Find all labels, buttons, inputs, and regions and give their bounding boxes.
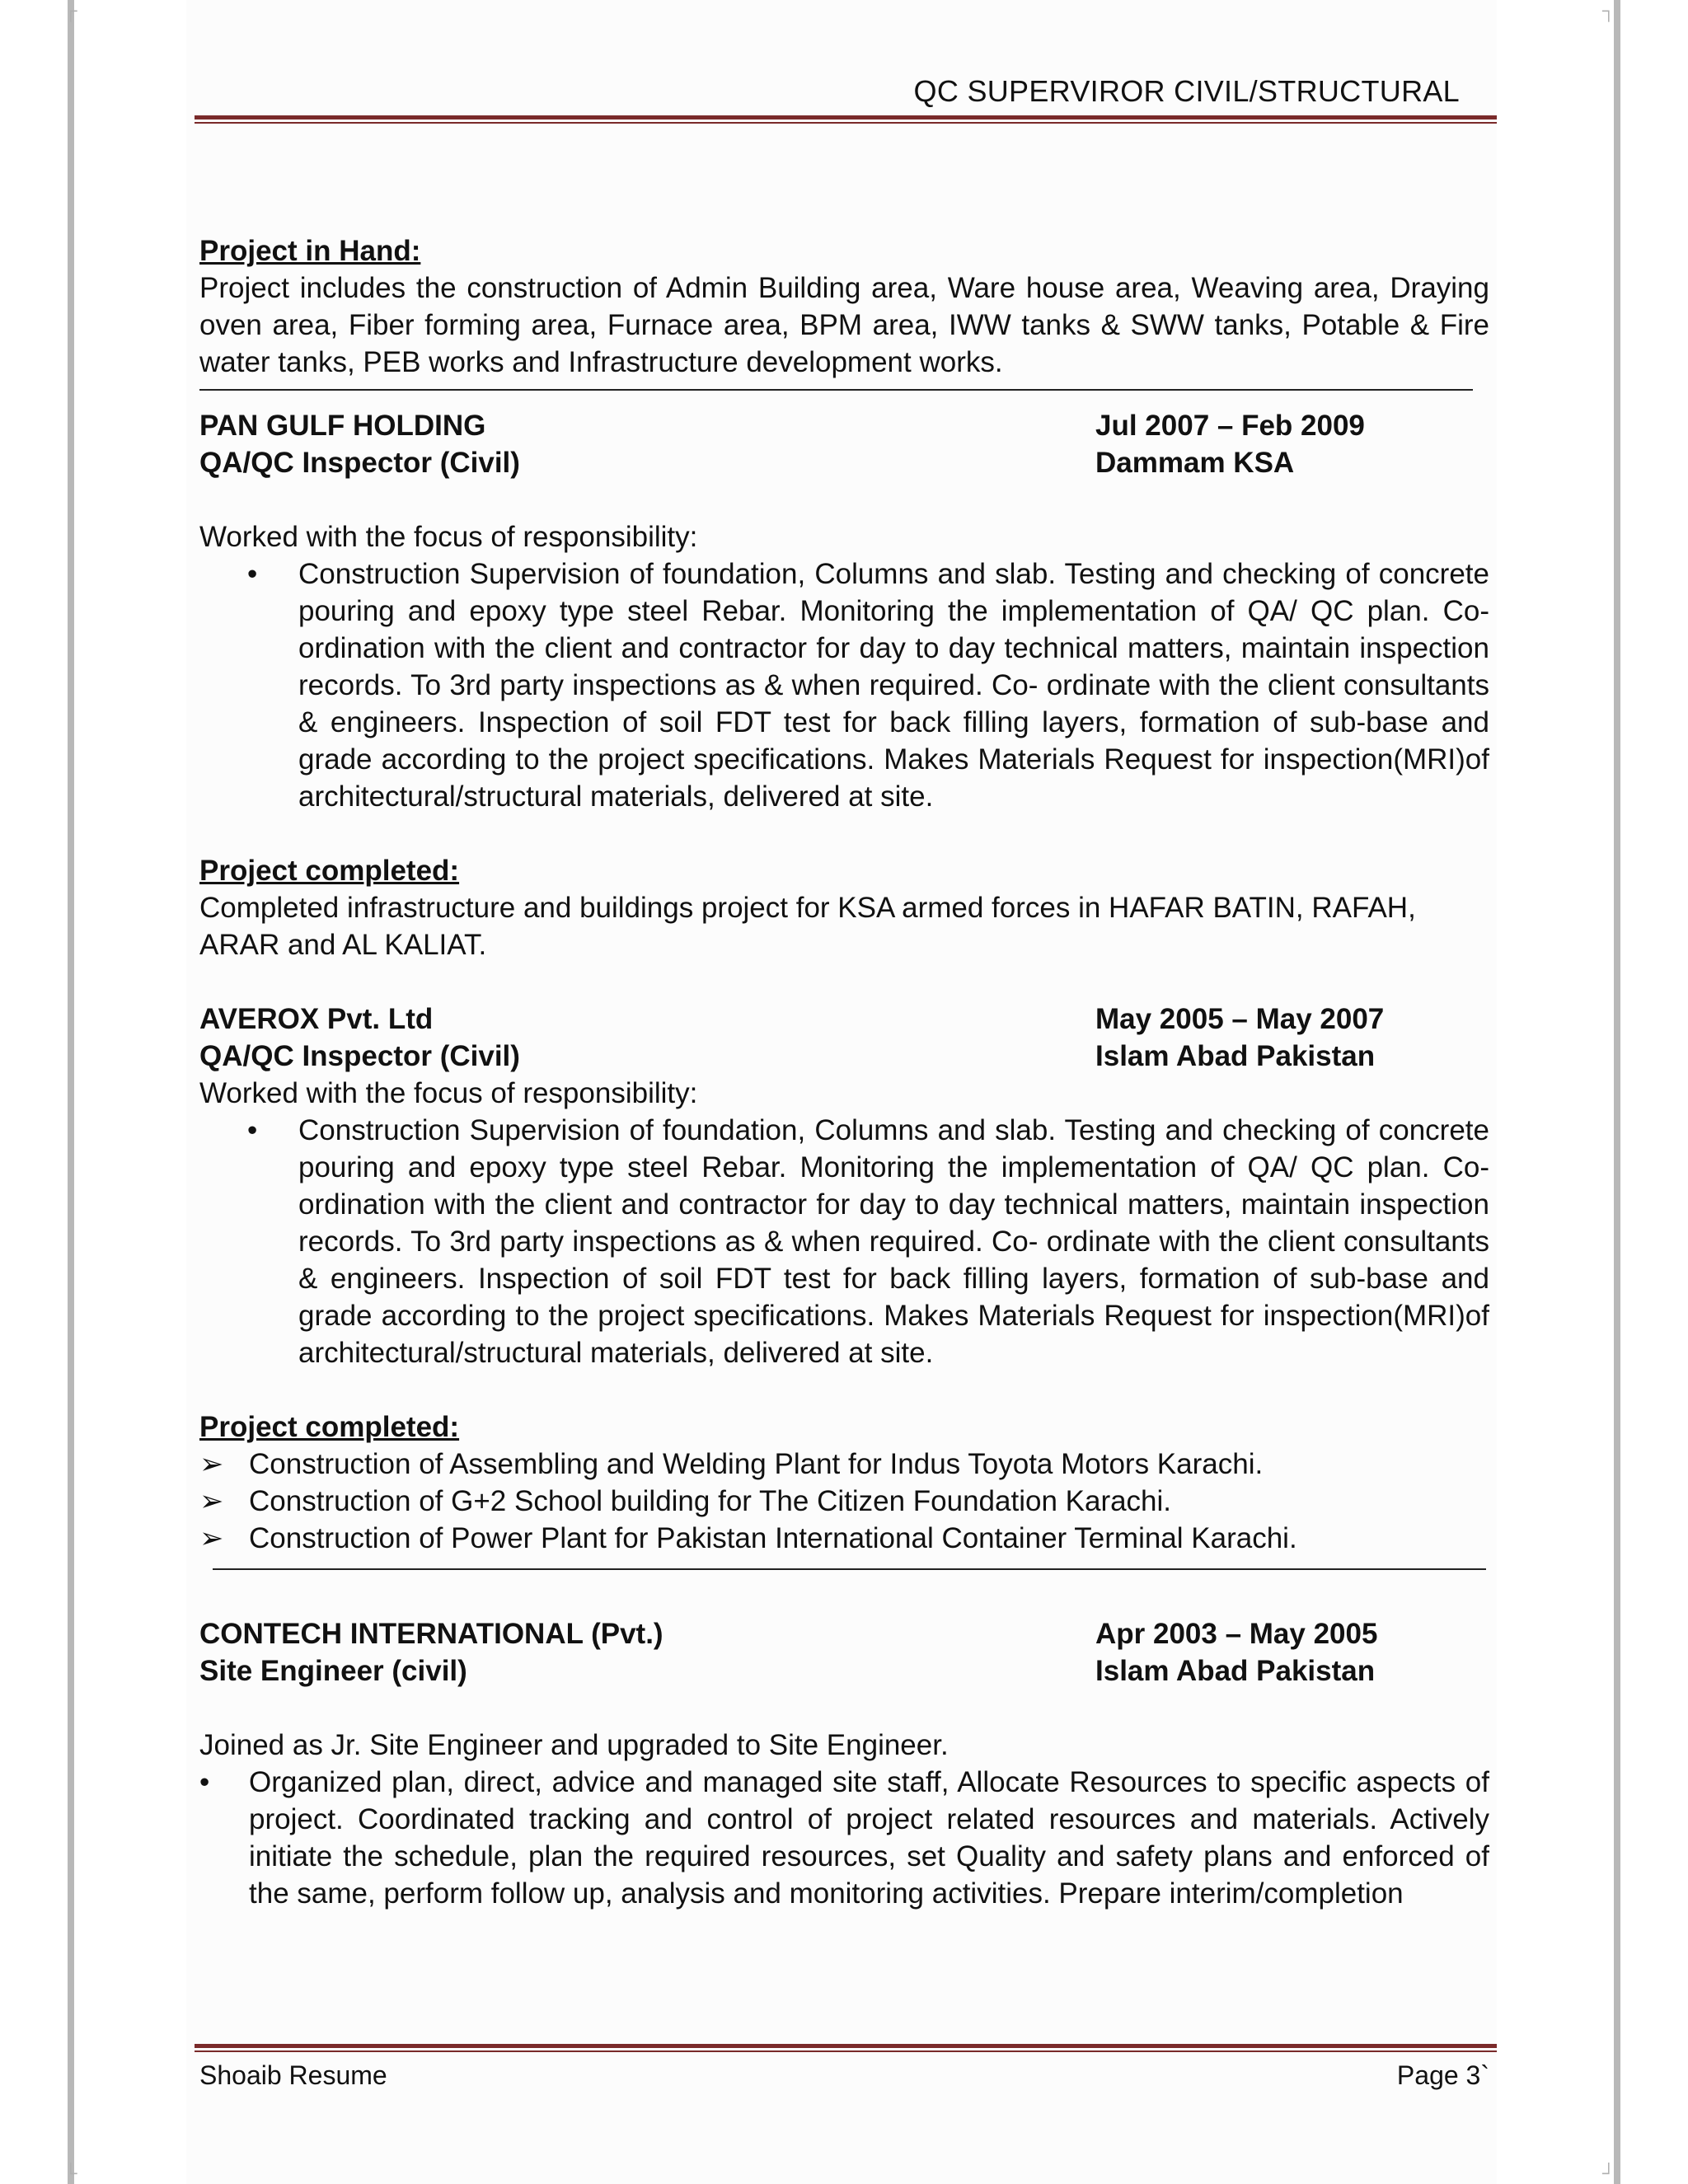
bullet-text: Construction Supervision of foundation, Columns and slab. Testing and checking of concrete pouring and epoxy type steel Rebar. Monitoring the implementation of QA/ QC plan. Co-ordination with the client and contractor for day to day technical matters, maintain inspection records. To 3rd party inspections as & when required. Co- ordinate with the client consultants & engineers. Inspection of soil FDT test for back filling layers, formation of sub-base and grade according to the project specifications. Makes Materials Request for inspection(MRI)of architectural/structural materials, delivered at site.	[298, 558, 1489, 813]
job-location: Islam Abad Pakistan	[1095, 1040, 1376, 1072]
bullet-icon: •	[199, 1766, 210, 1798]
list-item-text: Construction of G+2 School building for The Citizen Foundation Karachi.	[249, 1485, 1172, 1517]
responsibility-bullet	[199, 1764, 1489, 1912]
job-header	[199, 1001, 1489, 1038]
header-rule	[195, 115, 1497, 124]
job-dates: May 2005 – May 2007	[1095, 1003, 1385, 1035]
job-role: QA/QC Inspector (Civil)	[199, 1040, 520, 1072]
job-dates: Jul 2007 – Feb 2009	[1095, 410, 1365, 442]
responsibility-bullet	[199, 555, 1489, 815]
list-item	[199, 1520, 1489, 1557]
corner-mark-icon: └	[64, 2163, 77, 2183]
arrow-bullet-icon: ➢	[199, 1485, 224, 1517]
footer-left-text: Shoaib Resume	[199, 2060, 387, 2090]
bullet-text: Construction Supervision of foundation, Columns and slab. Testing and checking of concrete pouring and epoxy type steel Rebar. Monitoring the implementation of QA/ QC plan. Co-ordination with the client and contractor for day to day technical matters, maintain inspection records. To 3rd party inspections as & when required. Co- ordinate with the client consultants & engineers. Inspection of soil FDT test for back filling layers, formation of sub-base and grade according to the project specifications. Makes Materials Request for inspection(MRI)of architectural/structural materials, delivered at site.	[298, 1114, 1489, 1369]
bullet-icon: •	[247, 558, 258, 590]
project-completed-heading: Project completed:	[199, 1411, 460, 1443]
page-number: Page 3`	[1396, 2060, 1489, 2090]
bullet-icon: •	[247, 1114, 258, 1146]
list-item	[199, 1483, 1489, 1520]
responsibility-intro: Worked with the focus of responsibility:	[199, 1077, 698, 1109]
footer-rule	[195, 2044, 1497, 2052]
job-subheader	[199, 444, 1489, 481]
job-subheader	[199, 1652, 1489, 1690]
company-name: AVEROX Pvt. Ltd	[199, 1003, 434, 1035]
project-completed-text: Completed infrastructure and buildings project for KSA armed forces in HAFAR BATIN, RAFAH, ARAR and AL KALIAT.	[199, 892, 1416, 961]
resume-content	[199, 232, 1489, 1912]
responsibility-bullet	[199, 1112, 1489, 1371]
left-page-border	[68, 0, 74, 2184]
project-completed-heading: Project completed:	[199, 855, 460, 887]
job-location: Islam Abad Pakistan	[1095, 1655, 1376, 1687]
job-role: Site Engineer (civil)	[199, 1655, 467, 1687]
job-subheader	[199, 1038, 1489, 1075]
responsibility-intro: Joined as Jr. Site Engineer and upgraded to Site Engineer.	[199, 1729, 949, 1761]
job-header	[199, 407, 1489, 444]
project-in-hand-text: Project includes the construction of Admin Building area, Ware house area, Weaving area, Draying oven area, Fiber forming area, Furnace area, BPM area, IWW tanks & SWW tanks, Potable & Fire water tanks, PEB works and Infrastructure development works.	[199, 272, 1489, 378]
responsibility-intro: Worked with the focus of responsibility:	[199, 521, 698, 553]
list-item-text: Construction of Assembling and Welding Plant for Indus Toyota Motors Karachi.	[249, 1448, 1264, 1480]
company-name: PAN GULF HOLDING	[199, 410, 486, 442]
company-name: CONTECH INTERNATIONAL (Pvt.)	[199, 1618, 663, 1650]
arrow-bullet-icon: ➢	[199, 1448, 224, 1480]
corner-mark-icon: ┘	[1602, 2163, 1615, 2183]
page-footer	[199, 2060, 1489, 2091]
corner-mark-icon: ┌	[64, 0, 77, 21]
job-dates: Apr 2003 – May 2005	[1095, 1618, 1378, 1650]
corner-mark-icon: ┐	[1602, 0, 1615, 21]
right-page-border	[1614, 0, 1620, 2184]
job-role: QA/QC Inspector (Civil)	[199, 447, 520, 479]
list-item	[199, 1446, 1489, 1483]
project-in-hand-heading: Project in Hand:	[199, 235, 421, 267]
job-location: Dammam KSA	[1095, 447, 1295, 479]
job-header	[199, 1615, 1489, 1652]
page-header-title: QC SUPERVIROR CIVIL/STRUCTURAL	[913, 74, 1460, 108]
resume-page	[186, 0, 1497, 2184]
arrow-bullet-icon: ➢	[199, 1522, 224, 1554]
bullet-text: Organized plan, direct, advice and managed site staff, Allocate Resources to specific aspects of project. Coordinated tracking and control of project related resources and materials. Actively initiate the schedule, plan the required resources, set Quality and safety plans and enforced of the same, perform follow up, analysis and monitoring activities. Prepare interim/completion	[249, 1766, 1489, 1910]
list-item-text: Construction of Power Plant for Pakistan International Container Terminal Karachi.	[249, 1522, 1297, 1554]
